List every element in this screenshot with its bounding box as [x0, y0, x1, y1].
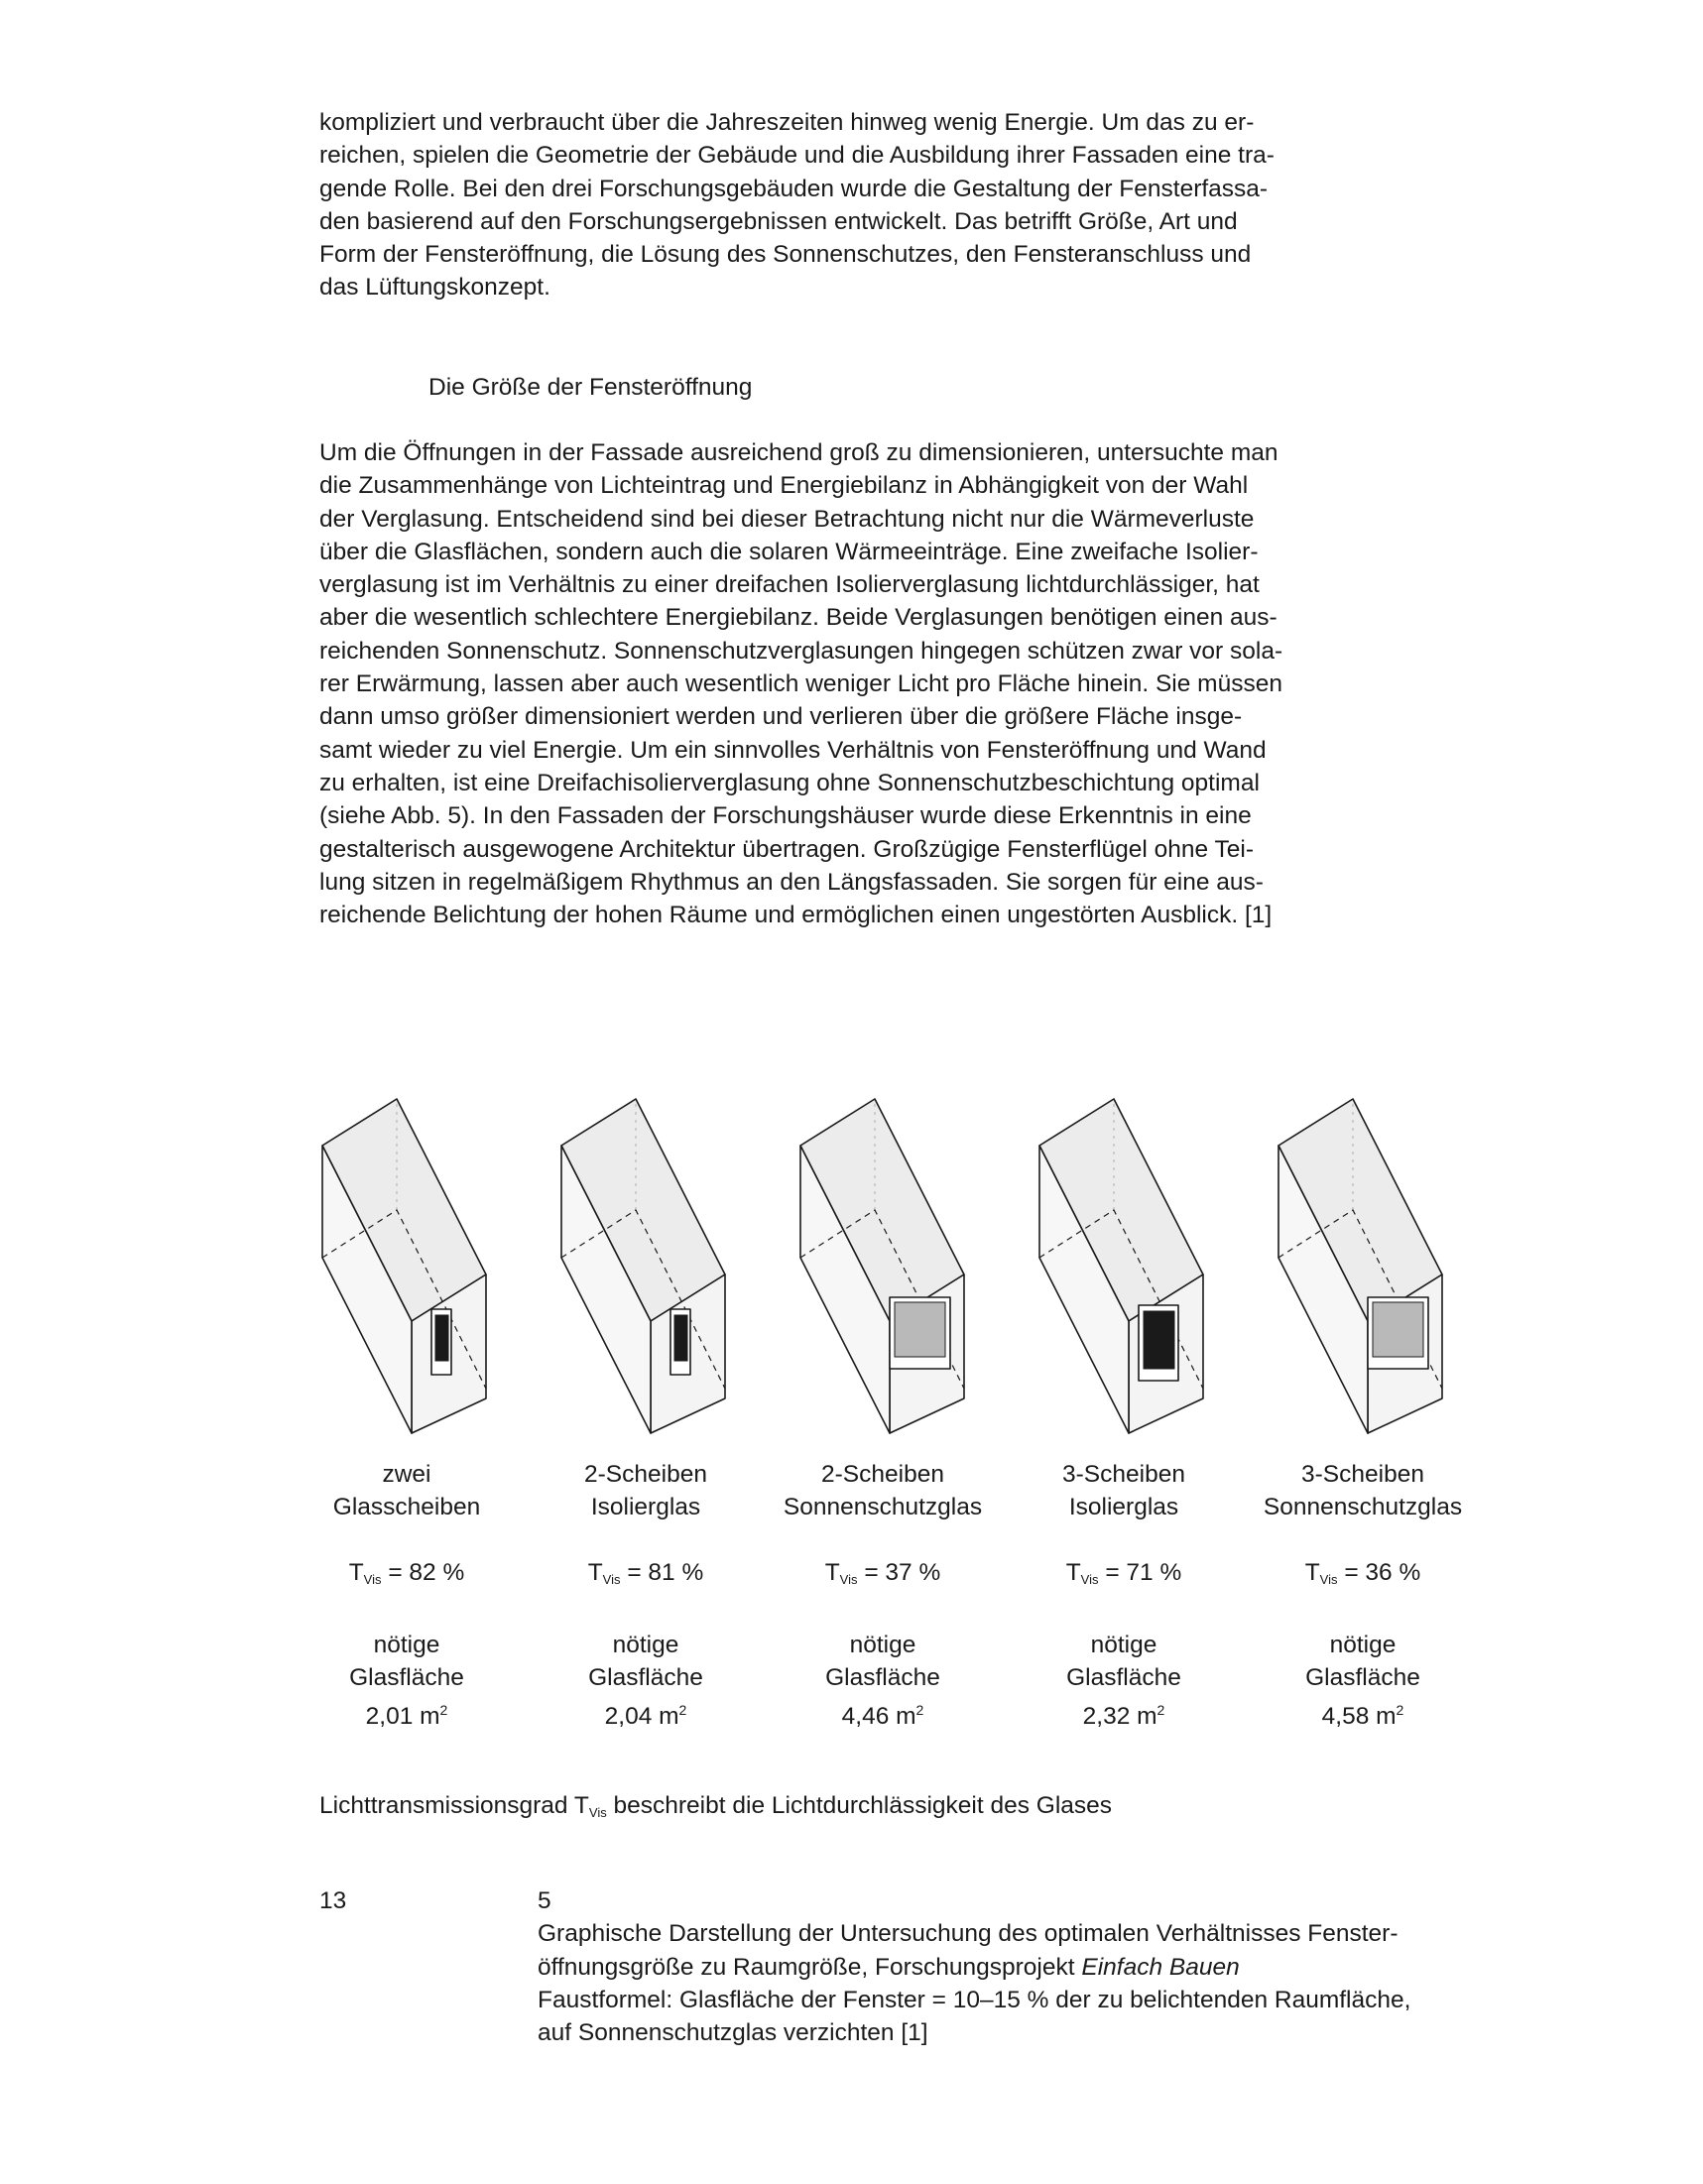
variant-column [288, 1458, 526, 1733]
caption-line: auf Sonnenschutzglas verzichten [1] [538, 2019, 928, 2047]
project-name: Einfach Bauen [1081, 1953, 1240, 1981]
paragraph-line: gestalterisch ausgewogene Architektur übertragen. Großzügige Fensterflügel ohne Tei- [319, 835, 1254, 863]
caption-line: Graphische Darstellung der Untersuchung des optimalen Verhältnisses Fenster- [538, 1920, 1399, 1948]
figure-number: 5 [538, 1887, 551, 1914]
tvis-value: $T_{Vis} = 81$ % [587, 1559, 704, 1587]
tvis-explanation: Lichttransmissionsgrad $T_{Vis}$ beschreibt die Lichtdurchlässigkeit des Glases [319, 1792, 1113, 1820]
variant-name: 2-Scheiben [584, 1461, 707, 1488]
needed-label: nötige [612, 1632, 679, 1658]
variant-name: 3-Scheiben [1301, 1461, 1424, 1488]
glass-area: 2,04 $m^2$ [604, 1702, 687, 1730]
window-glass [1373, 1302, 1423, 1357]
tvis-value: $T_{Vis} = 71$ % [1065, 1559, 1182, 1587]
variant-name: Glasscheiben [332, 1494, 481, 1520]
paragraph-line: rer Erwärmung, lassen aber auch wesentlich weniger Licht pro Fläche hinein. Sie müssen [319, 670, 1282, 698]
variant-name: Sonnenschutzglas [783, 1494, 983, 1520]
window-glass [1144, 1311, 1174, 1369]
variant-name: Sonnenschutzglas [1263, 1494, 1463, 1520]
variant-column [1005, 1458, 1243, 1733]
glass-area: 2,32 $m^2$ [1082, 1702, 1165, 1730]
paragraph-line: über die Glasflächen, sondern auch die solaren Wärmeeinträge. Eine zweifache Isolier- [319, 538, 1259, 565]
variant-name: Isolierglas [1068, 1494, 1179, 1520]
room-box-diagram [800, 1099, 964, 1433]
room-box-diagram [1278, 1099, 1442, 1433]
paragraph-line: das Lüftungskonzept. [319, 274, 550, 302]
figure-caption [538, 1884, 1410, 2049]
window-glass [895, 1302, 945, 1357]
body-paragraph-1 [319, 106, 1391, 304]
tvis-value: $T_{Vis} = 37$ % [824, 1559, 941, 1587]
paragraph-line: Form der Fensteröffnung, die Lösung des Sonnenschutzes, den Fensteranschluss und [319, 241, 1252, 269]
needed-label: Glasfläche [349, 1664, 464, 1691]
paragraph-line: der Verglasung. Entscheidend sind bei dieser Betrachtung nicht nur die Wärmeverluste [319, 505, 1255, 533]
needed-label: Glasfläche [825, 1664, 940, 1691]
needed-label: nötige [849, 1632, 916, 1658]
paragraph-line: reichende Belichtung der hohen Räume und ermöglichen einen ungestörten Ausblick. [1] [319, 902, 1273, 929]
room-box-diagram [322, 1099, 486, 1433]
tvis-value: $T_{Vis} = 82$ % [348, 1559, 465, 1587]
paragraph-line: den basierend auf den Forschungsergebnissen entwickelt. Das betrifft Größe, Art und [319, 207, 1238, 235]
tvis-value: $T_{Vis} = 36$ % [1304, 1559, 1421, 1587]
variant-name: 2-Scheiben [821, 1461, 944, 1488]
paragraph-line: reichen, spielen die Geometrie der Gebäude und die Ausbildung ihrer Fassaden eine tra- [319, 142, 1275, 170]
needed-label: nötige [1090, 1632, 1157, 1658]
room-box-diagram [561, 1099, 725, 1433]
needed-label: nötige [1329, 1632, 1397, 1658]
paragraph-line: samt wieder zu viel Energie. Um ein sinnvolles Verhältnis von Fensteröffnung und Wand [319, 736, 1267, 764]
page-number: 13 [319, 1887, 347, 1914]
glass-area: 4,58 $m^2$ [1321, 1702, 1404, 1730]
body-paragraph-2 [319, 436, 1391, 931]
paragraph-line: gende Rolle. Bei den drei Forschungsgebäuden wurde die Gestaltung der Fensterfassa- [319, 175, 1269, 202]
window-glass [435, 1315, 448, 1361]
paragraph-line: kompliziert und verbraucht über die Jahreszeiten hinweg wenig Energie. Um das zu er- [319, 109, 1255, 136]
caption-line: öffnungsgröße zu Raumgröße, Forschungsprojekt Einfach Bauen [538, 1953, 1240, 1981]
variant-column [1244, 1458, 1482, 1733]
room-box-diagram [1039, 1099, 1203, 1433]
paragraph-line: aber die wesentlich schlechtere Energiebilanz. Beide Verglasungen benötigen einen aus- [319, 604, 1277, 632]
caption-line: Faustformel: Glasfläche der Fenster = 10–15 % der zu belichtenden Raumfläche, [538, 1986, 1411, 2013]
variant-column [527, 1458, 765, 1733]
variant-name: Isolierglas [590, 1494, 701, 1520]
paragraph-line: verglasung ist im Verhältnis zu einer dreifachen Isolierverglasung lichtdurchlässiger, hat [319, 571, 1260, 599]
variant-name: zwei [382, 1461, 431, 1488]
glass-area: 4,46 $m^2$ [841, 1702, 924, 1730]
paragraph-line: dann umso größer dimensioniert werden und verlieren über die größere Fläche insge- [319, 703, 1243, 731]
glazing-comparison-figure [298, 1091, 1488, 1448]
paragraph-line: lung sitzen in regelmäßigem Rhythmus an den Längsfassaden. Sie sorgen für eine aus- [319, 868, 1264, 896]
variant-name: 3-Scheiben [1062, 1461, 1185, 1488]
paragraph-line: die Zusammenhänge von Lichteintrag und Energiebilanz in Abhängigkeit von der Wahl [319, 472, 1249, 500]
paragraph-line: (siehe Abb. 5). In den Fassaden der Forschungshäuser wurde diese Erkenntnis in eine [319, 802, 1252, 830]
window-glass [674, 1315, 687, 1361]
paragraph-line: zu erhalten, ist eine Dreifachisolierverglasung ohne Sonnenschutzbeschichtung optimal [319, 769, 1260, 796]
needed-label: Glasfläche [1066, 1664, 1181, 1691]
paragraph-line: reichenden Sonnenschutz. Sonnenschutzverglasungen hingegen schützen zwar vor sola- [319, 637, 1283, 665]
needed-label: Glasfläche [588, 1664, 703, 1691]
variant-column [764, 1458, 1002, 1733]
paragraph-line: Um die Öffnungen in der Fassade ausreichend groß zu dimensionieren, untersuchte man [319, 439, 1278, 466]
needed-label: nötige [373, 1632, 440, 1658]
needed-label: Glasfläche [1305, 1664, 1420, 1691]
section-heading: Die Größe der Fensteröffnung [428, 374, 753, 401]
glass-area: 2,01 $m^2$ [365, 1702, 448, 1730]
